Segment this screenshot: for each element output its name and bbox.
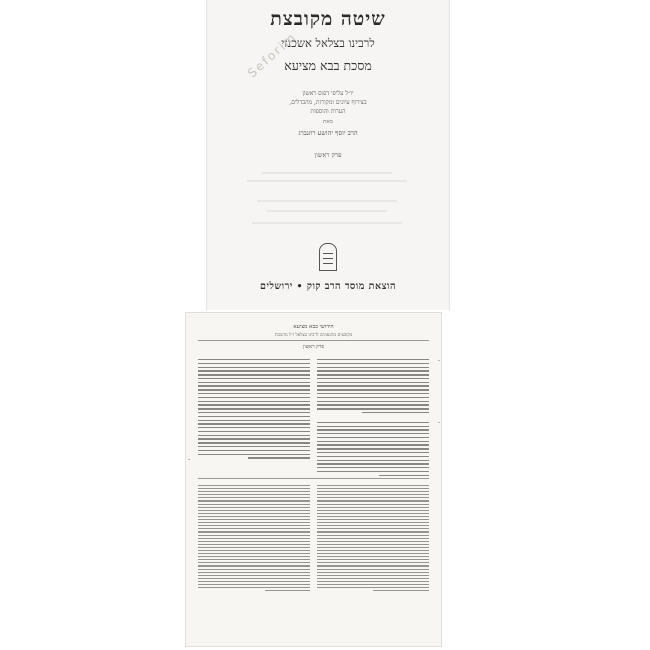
text-line	[317, 370, 429, 371]
text-line	[317, 433, 429, 434]
publisher-line: הוצאת מוסד הרב קוק • ירושלים	[260, 281, 396, 292]
note-line	[317, 562, 429, 563]
note-line	[317, 581, 429, 582]
note-line	[198, 587, 310, 588]
text-line	[198, 370, 310, 371]
note-line	[317, 500, 429, 501]
chapter-heading: פרק ראשון	[303, 344, 324, 350]
note-line	[317, 525, 429, 526]
text-line	[317, 359, 429, 360]
text-line	[317, 408, 429, 409]
note-line	[317, 575, 429, 576]
note-line	[198, 522, 310, 523]
note-line	[198, 488, 310, 489]
note-line	[198, 569, 310, 570]
note-line	[198, 500, 310, 501]
note-line	[317, 519, 429, 520]
note-line	[317, 485, 429, 486]
note-line	[198, 491, 310, 492]
notes-left-column	[198, 485, 310, 593]
text-line	[198, 404, 310, 405]
text-line	[317, 471, 429, 472]
bleed-through-line	[262, 172, 392, 174]
text-line	[317, 422, 429, 423]
text-line	[317, 367, 429, 368]
text-line	[317, 460, 429, 461]
note-line	[198, 531, 310, 532]
title-page	[206, 0, 450, 310]
note-line	[198, 562, 310, 563]
bleed-through-line	[267, 210, 387, 212]
page-header-subtitle: מקובצים מהגאונים לרבינו בצלאל ז״ל מהמכת	[274, 333, 353, 338]
text-line	[317, 363, 429, 364]
notes-rule	[198, 478, 429, 479]
text-line	[198, 378, 310, 379]
text-line	[317, 404, 429, 405]
note-line	[317, 513, 429, 514]
text-line	[317, 444, 429, 445]
note-line	[317, 553, 429, 554]
note-line	[198, 572, 310, 573]
text-line	[317, 437, 429, 438]
text-line	[198, 401, 310, 402]
editor-name: הרב יוסף יהושע רוזנברג	[298, 129, 358, 137]
note-line	[317, 494, 429, 495]
text-line	[198, 374, 310, 375]
text-line	[317, 456, 429, 457]
text-line	[317, 452, 429, 453]
main-text-left-column	[198, 359, 310, 461]
text-line	[317, 374, 429, 375]
text-line	[198, 412, 310, 413]
bleed-through-line	[247, 180, 407, 182]
text-line	[317, 467, 429, 468]
text-line	[198, 435, 310, 436]
note-line	[198, 504, 310, 505]
main-text-right-column	[317, 359, 429, 478]
note-line	[198, 535, 310, 536]
note-line	[198, 575, 310, 576]
note-line	[317, 497, 429, 498]
text-line	[317, 382, 429, 383]
note-line	[198, 541, 310, 542]
description-line: בצירוף עיונים ומקורות, מהבדלים,	[289, 99, 367, 106]
note-line	[198, 510, 310, 511]
note-line	[198, 538, 310, 539]
text-line	[198, 393, 310, 394]
note-line	[198, 578, 310, 579]
note-line	[198, 528, 310, 529]
text-line	[362, 412, 429, 413]
text-line	[198, 367, 310, 368]
note-line	[198, 544, 310, 545]
note-line	[317, 559, 429, 560]
text-line	[198, 389, 310, 390]
note-line	[317, 516, 429, 517]
note-line	[317, 507, 429, 508]
note-line	[317, 510, 429, 511]
text-line	[317, 426, 429, 427]
text-line	[198, 359, 310, 360]
text-line	[198, 454, 310, 455]
text-line	[198, 420, 310, 421]
note-line	[317, 584, 429, 585]
text-line	[198, 416, 310, 417]
note-line	[317, 541, 429, 542]
text-line	[317, 385, 429, 386]
note-line	[198, 553, 310, 554]
text-line	[198, 438, 310, 439]
note-line	[317, 569, 429, 570]
text-line	[198, 397, 310, 398]
note-line	[317, 531, 429, 532]
text-line	[198, 427, 310, 428]
note-line	[198, 556, 310, 557]
note-line	[317, 550, 429, 551]
publisher-logo-icon	[319, 243, 337, 271]
margin-note-mark: •	[188, 458, 191, 462]
note-line	[198, 516, 310, 517]
text-line	[317, 401, 429, 402]
note-line	[317, 587, 429, 588]
bleed-through-line	[257, 200, 397, 202]
note-line	[198, 525, 310, 526]
text-line	[248, 457, 310, 458]
description-line: הערות והוספות	[310, 108, 346, 115]
note-line	[317, 572, 429, 573]
note-line	[198, 485, 310, 486]
note-line	[198, 581, 310, 582]
note-line	[317, 491, 429, 492]
by-label: מאת	[323, 119, 333, 125]
bleed-through-line	[252, 222, 402, 224]
note-line	[198, 559, 310, 560]
text-line	[198, 382, 310, 383]
text-line	[317, 463, 429, 464]
text-line	[198, 423, 310, 424]
note-line	[198, 547, 310, 548]
margin-note-mark: •	[437, 421, 440, 425]
seforim-watermark: Seforim	[245, 29, 300, 81]
note-line	[198, 550, 310, 551]
text-line	[317, 389, 429, 390]
text-line	[317, 441, 429, 442]
note-line	[198, 513, 310, 514]
text-line	[317, 397, 429, 398]
text-line	[198, 408, 310, 409]
note-line	[317, 544, 429, 545]
text-line	[317, 448, 429, 449]
note-line	[317, 565, 429, 566]
page-header-title: חידושי בבא מציעא	[293, 324, 334, 330]
note-line	[317, 535, 429, 536]
margin-note-mark: •	[437, 359, 440, 363]
note-line	[198, 519, 310, 520]
note-line	[317, 522, 429, 523]
tractate-name: מסכת בבא מציעא	[284, 58, 372, 73]
book-subtitle: לרבינו בצלאל אשכנזי	[281, 36, 375, 50]
text-line	[198, 442, 310, 443]
note-line	[317, 528, 429, 529]
text-line	[198, 450, 310, 451]
note-line	[373, 590, 429, 591]
inner-page	[185, 312, 442, 647]
text-line	[317, 378, 429, 379]
text-line	[317, 429, 429, 430]
note-line	[198, 497, 310, 498]
note-line	[198, 584, 310, 585]
note-line	[317, 538, 429, 539]
edition-description	[207, 89, 449, 116]
book-title: שיטה מקובצת	[270, 8, 386, 30]
notes-right-column	[317, 485, 429, 593]
text-line	[198, 446, 310, 447]
note-line	[317, 578, 429, 579]
header-rule	[198, 340, 429, 341]
note-line	[198, 507, 310, 508]
text-line	[198, 431, 310, 432]
note-line	[198, 565, 310, 566]
text-line	[317, 393, 429, 394]
note-line	[198, 494, 310, 495]
text-line	[198, 385, 310, 386]
volume-label: פרק ראשון	[314, 151, 342, 159]
note-line	[317, 504, 429, 505]
note-line	[317, 547, 429, 548]
text-line	[379, 475, 429, 476]
note-line	[317, 556, 429, 557]
text-line	[198, 363, 310, 364]
description-line: יו״ל עליפי דפוס ראשון	[302, 90, 354, 97]
note-line	[265, 590, 310, 591]
note-line	[317, 488, 429, 489]
